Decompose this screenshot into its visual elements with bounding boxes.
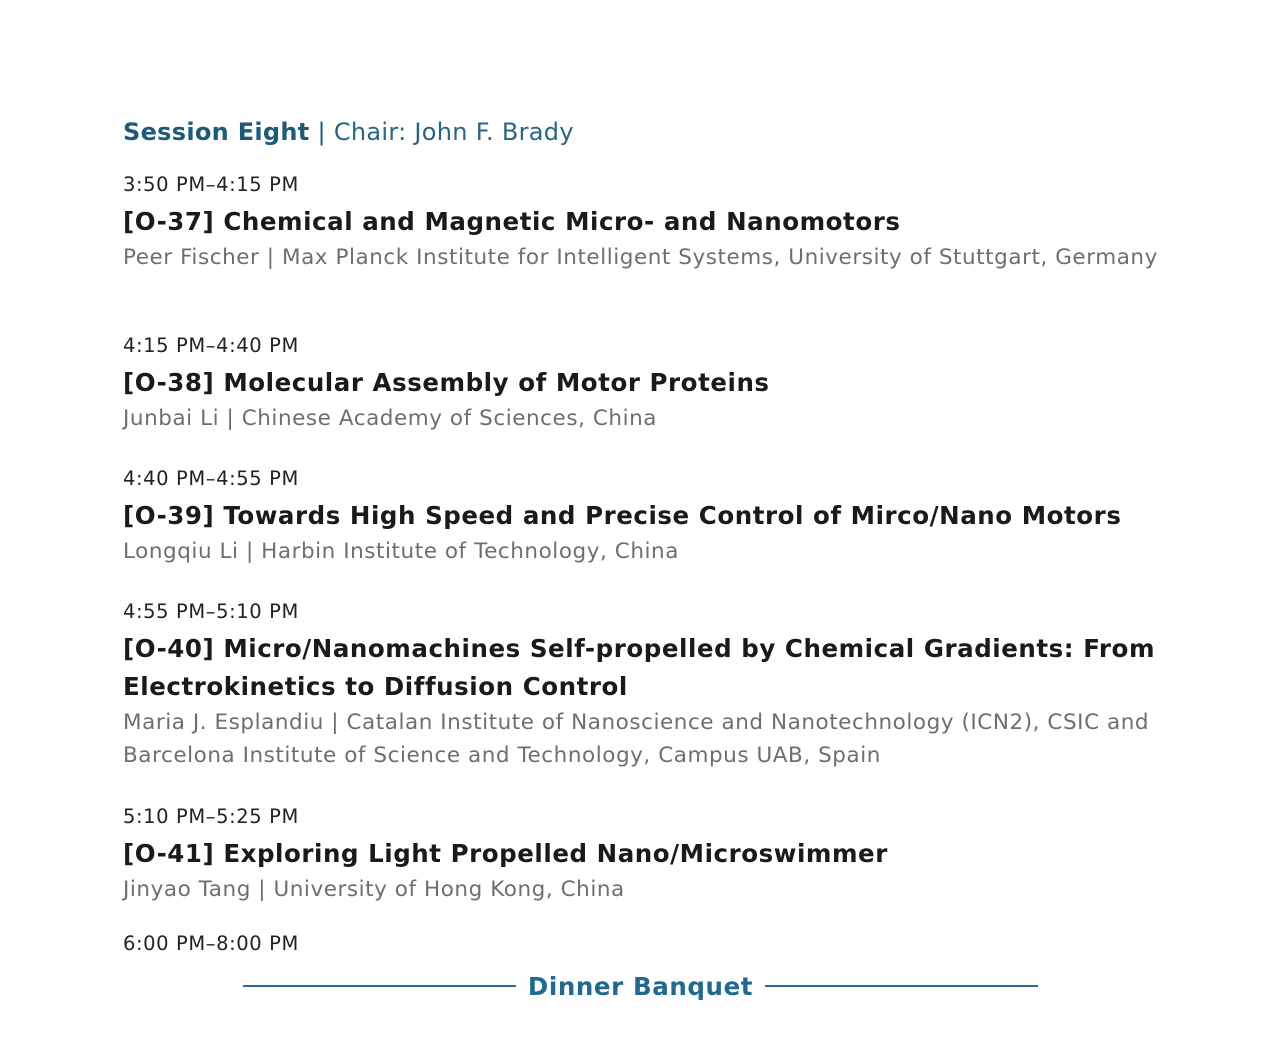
talk-speaker: Peer Fischer | Max Planck Institute for Intelligent Systems, University of Stuttgart, Germany [123,245,1158,270]
talk-o37 [123,173,1163,274]
talk-title: [O-41] Exploring Light Propelled Nano/Microswimmer [123,839,888,868]
talk-speaker: Maria J. Esplandiu | Catalan Institute of Nanoscience and Nanotechnology (ICN2), CSIC and Barcelona Institute of Science and Technology, Campus UAB, Spain [123,710,1150,768]
talk-speaker: Junbai Li | Chinese Academy of Sciences, China [123,406,658,431]
session-header [123,118,574,146]
talk-time: 4:15 PM–4:40 PM [123,334,299,357]
talk-title: [O-37] Chemical and Magnetic Micro- and Nanomotors [123,207,901,236]
session-separator: | [317,118,326,146]
talk-o39 [123,467,1163,568]
talk-time: 4:55 PM–5:10 PM [123,600,299,623]
talk-time: 5:10 PM–5:25 PM [123,805,299,828]
talk-title: [O-39] Towards High Speed and Precise Control of Mirco/Nano Motors [123,501,1122,530]
divider-line-right [765,985,1038,987]
talk-o40 [123,600,1163,772]
talk-speaker: Jinyao Tang | University of Hong Kong, China [123,877,625,902]
session-name: Session Eight [123,118,310,146]
talk-title: [O-40] Micro/Nanomachines Self-propelled by Chemical Gradients: From Electrokinetics to Diffusion Control [123,634,1156,701]
talk-speaker: Longqiu Li | Harbin Institute of Technology, China [123,539,679,564]
banquet-divider [243,968,1038,1004]
talk-title: [O-38] Molecular Assembly of Motor Proteins [123,368,770,397]
talk-time: 4:40 PM–4:55 PM [123,467,299,490]
talk-time: 3:50 PM–4:15 PM [123,173,299,196]
banquet-time: 6:00 PM–8:00 PM [123,932,299,955]
banquet-label: Dinner Banquet [527,971,754,1001]
talk-o41 [123,805,1163,906]
session-chair: Chair: John F. Brady [333,118,574,146]
divider-line-left [243,985,516,987]
talk-o38 [123,334,1163,435]
